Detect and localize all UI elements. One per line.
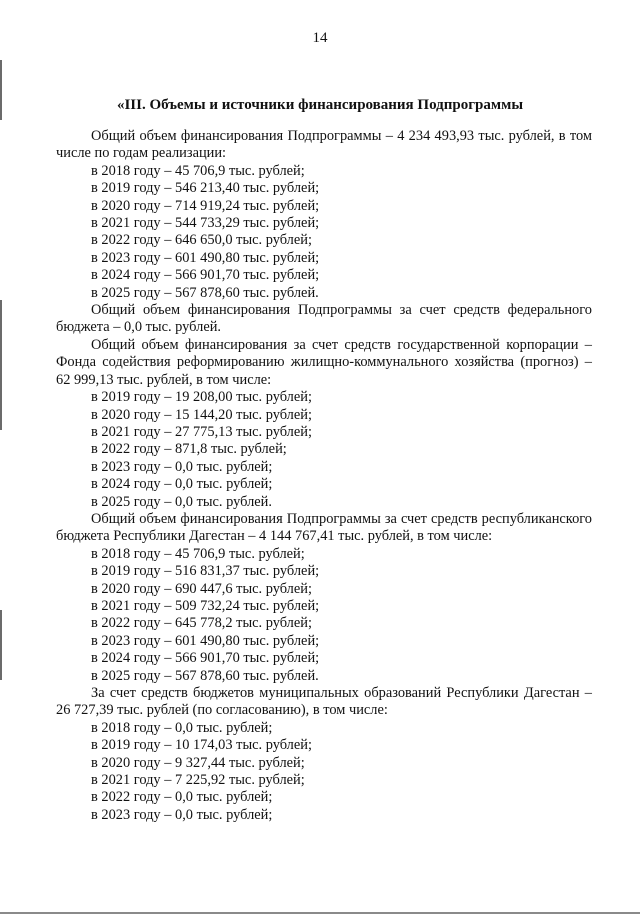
funding-year-line: в 2024 году – 566 901,70 тыс. рублей; (91, 650, 320, 667)
funding-year-line: в 2022 году – 871,8 тыс. рублей; (91, 441, 287, 458)
funding-year-line: в 2025 году – 567 878,60 тыс. рублей. (91, 284, 319, 301)
funding-year-line: в 2023 году – 0,0 тыс. рублей; (91, 806, 273, 823)
funding-year-line: в 2020 году – 9 327,44 тыс. рублей; (91, 754, 305, 771)
funding-year-line: в 2020 году – 15 144,20 тыс. рублей; (91, 406, 312, 423)
funding-year-line: в 2021 году – 509 732,24 тыс. рублей; (91, 597, 320, 614)
funding-year-line: в 2022 году – 645 778,2 тыс. рублей; (91, 615, 312, 632)
funding-year-line: в 2019 году – 19 208,00 тыс. рублей; (91, 389, 312, 406)
funding-year-line: в 2021 году – 7 225,92 тыс. рублей; (91, 772, 305, 789)
funding-year-line: в 2023 году – 601 490,80 тыс. рублей; (91, 632, 320, 649)
document-body (56, 128, 592, 824)
funding-year-line: в 2019 году – 516 831,37 тыс. рублей; (91, 563, 320, 580)
funding-year-line: в 2018 году – 0,0 тыс. рублей; (91, 719, 273, 736)
funding-year-line: в 2020 году – 714 919,24 тыс. рублей; (91, 197, 320, 214)
paragraph: Общий объем финансирования Подпрограммы за счет средств республиканского бюджета Республики Дагестан – 4 144 767,41 тыс. рублей, в том числе: (56, 510, 592, 545)
funding-year-line: в 2022 году – 646 650,0 тыс. рублей; (91, 232, 312, 249)
paragraph: Общий объем финансирования Подпрограммы – 4 234 493,93 тыс. рублей, в том числе по годам реализации: (56, 128, 592, 162)
paragraph: Общий объем финансирования Подпрограммы за счет средств федерального бюджета – 0,0 тыс. рублей. (56, 302, 592, 336)
page-number: 14 (312, 30, 328, 46)
funding-year-line: в 2022 году – 0,0 тыс. рублей; (91, 789, 273, 806)
section-heading: «III. Объемы и источники финансирования Подпрограммы (116, 97, 524, 113)
scan-edge-mark (0, 610, 2, 680)
funding-year-line: в 2018 году – 45 706,9 тыс. рублей; (91, 162, 305, 179)
funding-year-line: в 2024 году – 566 901,70 тыс. рублей; (91, 267, 320, 284)
scan-edge-mark (0, 300, 2, 430)
scan-bottom-edge (0, 912, 640, 914)
funding-year-line: в 2019 году – 10 174,03 тыс. рублей; (91, 737, 312, 754)
paragraph: Общий объем финансирования за счет средств государственной корпорации – Фонда содействия реформированию жилищно-коммунального хозяйства (прогноз) – 62 999,13 тыс. рублей, в том числе: (56, 336, 592, 388)
funding-year-line: в 2025 году – 567 878,60 тыс. рублей. (91, 667, 319, 684)
paragraph: За счет средств бюджетов муниципальных образований Республики Дагестан – 26 727,39 тыс. рублей (по согласованию), в том числе: (56, 685, 592, 719)
funding-year-line: в 2020 году – 690 447,6 тыс. рублей; (91, 580, 312, 597)
funding-year-line: в 2025 году – 0,0 тыс. рублей. (91, 493, 272, 510)
funding-year-line: в 2018 году – 45 706,9 тыс. рублей; (91, 545, 305, 562)
funding-year-line: в 2024 году – 0,0 тыс. рублей; (91, 476, 273, 493)
funding-year-line: в 2019 году – 546 213,40 тыс. рублей; (91, 180, 320, 197)
funding-year-line: в 2021 году – 27 775,13 тыс. рублей; (91, 423, 312, 440)
funding-year-line: в 2023 году – 601 490,80 тыс. рублей; (91, 249, 320, 266)
funding-year-line: в 2023 году – 0,0 тыс. рублей; (91, 458, 273, 475)
funding-year-line: в 2021 году – 544 733,29 тыс. рублей; (91, 215, 320, 232)
